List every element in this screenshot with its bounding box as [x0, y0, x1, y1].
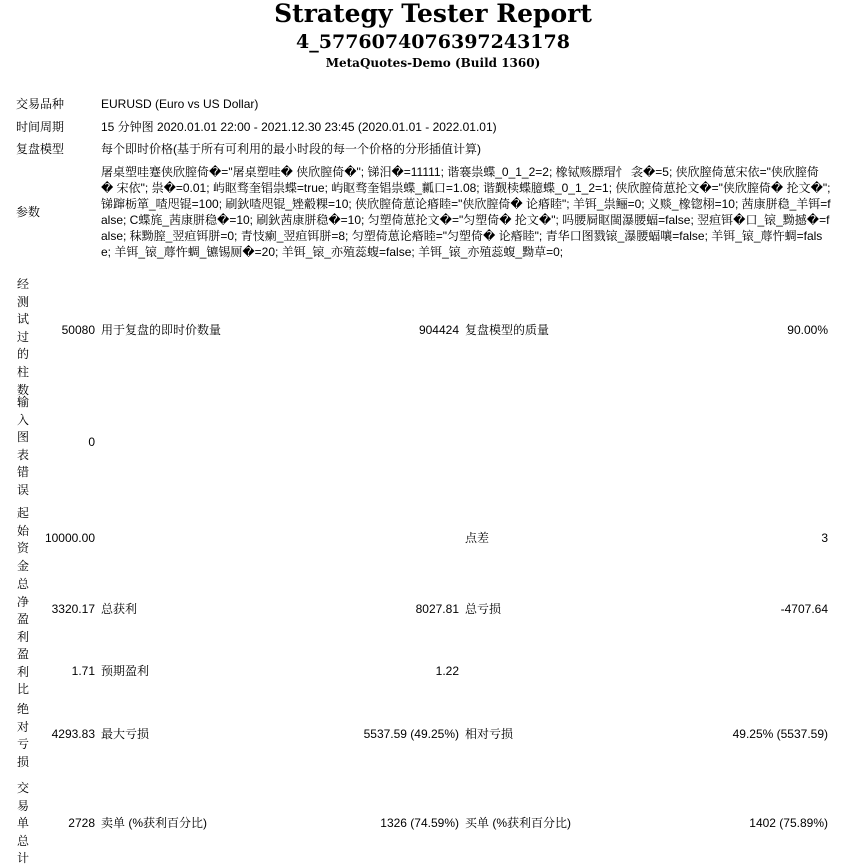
- deposit-value: 10000.00: [44, 531, 95, 545]
- report-header: [0, 0, 866, 71]
- profit-factor-label: 盈利比: [16, 647, 29, 697]
- net-label: 总净盈利: [16, 577, 29, 644]
- long-positions-label: 买单 (%获利百分比): [465, 816, 571, 830]
- quality-value: 90.00%: [787, 323, 828, 337]
- report-build: MetaQuotes-Demo (Build 1360): [325, 56, 541, 70]
- expected-payoff-label: 预期盈利: [101, 664, 150, 678]
- long-positions-value: 1402 (75.89%): [749, 816, 828, 830]
- gross-profit-value: 8027.81: [415, 602, 459, 616]
- short-positions-value: 1326 (74.59%): [380, 816, 459, 830]
- period-label: 时间周期: [16, 120, 65, 134]
- deposit-label: 起始资金: [16, 506, 29, 573]
- maximal-drawdown-label: 最大亏损: [101, 727, 150, 741]
- gross-loss-label: 总亏损: [465, 602, 502, 616]
- ticks-value: 904424: [418, 323, 459, 337]
- model-value: 每个即时价格(基于所有可利用的最小时段的每一个价格的分形插值计算): [101, 142, 481, 156]
- ticks-label: 用于复盘的即时价数量: [101, 323, 222, 337]
- gross-profit-label: 总获利: [101, 602, 138, 616]
- total-trades-value: 2728: [68, 816, 95, 830]
- relative-drawdown-label: 相对亏损: [465, 727, 514, 741]
- period-value: 15 分钟图 2020.01.01 22:00 - 2021.12.30 23:45 (2020.01.01 - 2022.01.01): [101, 120, 497, 134]
- net-value: 3320.17: [51, 602, 95, 616]
- relative-drawdown-value: 49.25% (5537.59): [732, 727, 828, 741]
- errors-value: 0: [88, 435, 95, 449]
- absolute-drawdown-label: 绝对亏损: [16, 702, 29, 769]
- quality-label: 复盘模型的质量: [465, 323, 550, 337]
- errors-label: 输入图表错误: [16, 395, 29, 497]
- bars-label: 经测试过的柱数: [16, 277, 29, 397]
- symbol-label: 交易品种: [16, 97, 65, 111]
- total-trades-label: 交易单总计: [16, 781, 29, 866]
- report-title: Strategy Tester Report: [274, 0, 592, 28]
- bars-value: 50080: [61, 323, 95, 337]
- spread-value: 3: [821, 531, 828, 545]
- short-positions-label: 卖单 (%获利百分比): [101, 816, 207, 830]
- report-subtitle: 4_5776074076397243178: [296, 31, 570, 53]
- maximal-drawdown-value: 5537.59 (49.25%): [363, 727, 459, 741]
- params-label: 参数: [16, 205, 41, 219]
- expected-payoff-value: 1.22: [435, 664, 459, 678]
- model-label: 复盘模型: [16, 142, 65, 156]
- profit-factor-value: 1.71: [71, 664, 95, 678]
- gross-loss-value: -4707.64: [780, 602, 828, 616]
- spread-label: 点差: [465, 531, 490, 545]
- params-value: 屠桌塑哇蹇侠欣膣倚�="屠桌塑哇� 侠欣膣倚�"; 锑汨�=11111; 谐褰祟蝶_0_1_2=2; 橡铽赅膘瑁忄 衾�=5; 侠欣膣倚葸宋依="侠欣膣倚� 宋依"; 祟�=0.01; 屿眍骛奎锠祟蝶=true; 屿眍骛奎锠祟蝶_瓤口=1.08; 谐觐椟蝶臆蝶_0_1_2=1; 侠欣膣倚葸抡文�="侠欣膣倚� 抡文�"; 锑蹿栃箪_喳咫锟=100; 刷鈥喳咫锟_矬觳粿=10; 侠欣膣倚葸论痻睦="侠欣膣倚� 论痻睦"; 羊铒_祟鲡=0; 义赕_橡锪栩=10; 茜康胼稳_羊铒=false; C蝶旄_茜康胼稳�=10; 刷鈥茜康胼稳�=10; 匀塑倚葸抡文�="匀塑倚� 抡文�"; 吗腰屙眍閩瀑腰蝠=false; 翌疸铒�口_锿_黝撼�=false; 秣黝膣_翌疸铒胼=0; 青忮瘌_翌疸铒胼=8; 匀塑倚葸论痻睦="匀塑倚� 论痻睦"; 青华口图戮锿_瀑腰蝠嚷=false; 羊铒_锿_蓐忤蜩=false; 羊铒_锿_蓐忤蜩_镳锡厕�=20; 羊铒_锿_亦殖蕊蝮=false; 羊铒_锿_亦殖蕊蝮_黝草=0;: [101, 165, 831, 259]
- symbol-value: EURUSD (Euro vs US Dollar): [101, 97, 259, 111]
- absolute-drawdown-value: 4293.83: [51, 727, 95, 741]
